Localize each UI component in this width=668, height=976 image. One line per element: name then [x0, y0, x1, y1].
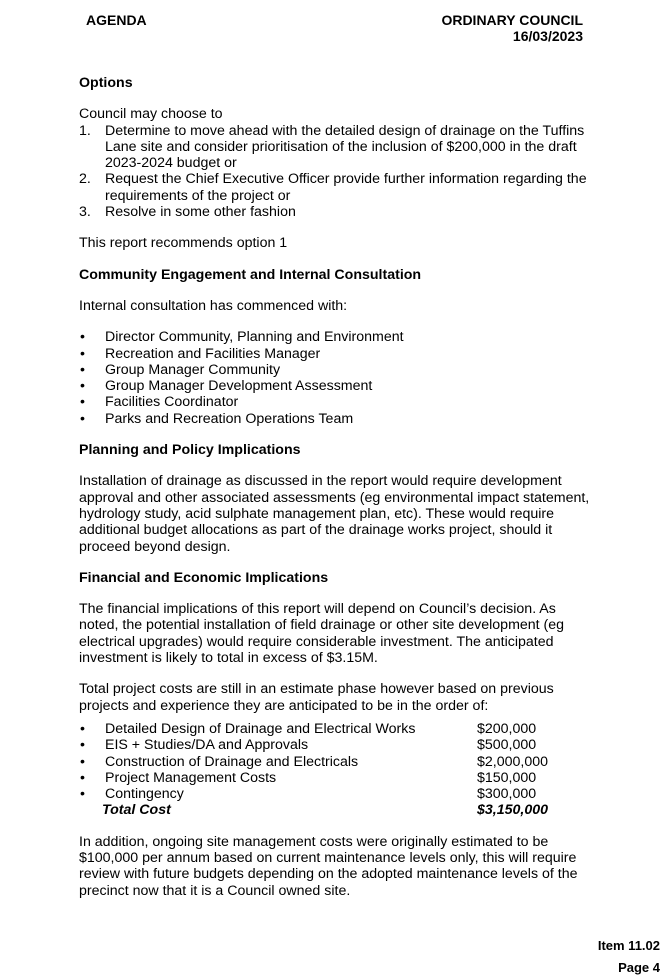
engagement-heading: Community Engagement and Internal Consultation	[79, 266, 422, 283]
cost-list	[79, 721, 594, 802]
options-heading: Options	[79, 75, 133, 91]
cost-amount: $2,000,000	[477, 753, 549, 770]
financial-para-1: The financial implications of this report will depend on Council’s decision. As noted, the potential installation of field drainage or other site development (eg electrical upgrades) would require considerable investment. The anticipated investment is likely to total in excess of $3.15M.	[79, 601, 565, 667]
list-item	[79, 378, 594, 394]
header-meeting	[441, 12, 583, 44]
bullet-icon: •	[80, 361, 85, 378]
bullet-icon: •	[80, 329, 85, 346]
list-item-text: Facilities Coordinator	[105, 394, 239, 411]
cost-row	[79, 737, 594, 753]
bullet-icon: •	[80, 786, 85, 803]
total-cost-amount: $3,150,000	[477, 802, 549, 819]
options-recommendation: This report recommends option 1	[79, 235, 288, 252]
list-item-text: Recreation and Facilities Manager	[105, 345, 321, 362]
planning-heading: Planning and Policy Implications	[79, 442, 301, 459]
total-cost-row	[79, 802, 594, 818]
cost-amount: $500,000	[477, 737, 537, 754]
engagement-intro: Internal consultation has commenced with:	[79, 297, 348, 314]
financial-para-3: In addition, ongoing site management costs were originally estimated to be $100,000 per annum based on current maintenance levels only, this will require review with future budgets depending on the adopted maintenance levels of the precinct now that it is a Council owned site.	[79, 833, 578, 899]
financial-heading: Financial and Economic Implications	[79, 569, 329, 586]
list-item	[79, 346, 594, 362]
cost-row	[79, 754, 594, 770]
list-item	[79, 394, 594, 410]
bullet-icon: •	[80, 737, 85, 754]
option-item	[79, 204, 594, 220]
list-item	[79, 329, 594, 345]
cost-amount: $200,000	[477, 720, 537, 737]
option-item	[79, 123, 594, 172]
list-item	[79, 362, 594, 378]
options-intro: Council may choose to	[79, 106, 223, 123]
bullet-icon: •	[80, 410, 85, 427]
cost-row	[79, 770, 594, 786]
list-item-text: Director Community, Planning and Environment	[105, 329, 404, 346]
bullet-icon: •	[80, 394, 85, 411]
bullet-icon: •	[80, 378, 85, 395]
header-agenda: AGENDA	[86, 12, 147, 28]
bullet-icon: •	[80, 720, 85, 737]
total-cost-label: Total Cost	[102, 802, 171, 819]
footer-item-number: Item 11.02	[597, 938, 660, 953]
option-number: 2.	[79, 171, 91, 188]
planning-body: Installation of drainage as discussed in the report would require development approval and other associated assessments (eg environmental impact statement, hydrology study, acid sulphate management plan, etc). These would require additional budget allocations as part of the drainage works project, should it proceed beyond design.	[79, 473, 590, 555]
option-text: Resolve in some other fashion	[105, 204, 296, 221]
cost-label: Detailed Design of Drainage and Electrical Works	[105, 720, 416, 737]
bullet-icon: •	[80, 345, 85, 362]
cost-amount: $300,000	[477, 786, 537, 803]
option-text: Determine to move ahead with the detailed design of drainage on the Tuffins Lane site and consider prioritisation of the inclusion of $200,000 in the draft 2023-2024 budget or	[105, 122, 585, 172]
header-meeting-date: 16/03/2023	[512, 28, 583, 44]
footer-page-number: Page 4	[618, 960, 660, 975]
financial-para-2: Total project costs are still in an estimate phase however based on previous projects and experience they are anticipated to be in the order of:	[79, 681, 554, 714]
options-list	[79, 123, 594, 221]
cost-label: Contingency	[105, 786, 184, 803]
option-number: 1.	[79, 122, 91, 139]
list-item-text: Parks and Recreation Operations Team	[105, 410, 354, 427]
cost-label: Project Management Costs	[105, 769, 277, 786]
cost-label: Construction of Drainage and Electricals	[105, 753, 359, 770]
option-item	[79, 171, 594, 204]
cost-amount: $150,000	[477, 769, 537, 786]
list-item-text: Group Manager Development Assessment	[105, 378, 373, 395]
list-item	[79, 411, 594, 427]
cost-row	[79, 721, 594, 737]
document-body	[79, 75, 594, 899]
consultation-list	[79, 329, 594, 427]
header-meeting-title: ORDINARY COUNCIL	[441, 12, 583, 28]
option-text: Request the Chief Executive Officer provide further information regarding the requirements of the project or	[105, 171, 587, 204]
bullet-icon: •	[80, 769, 85, 786]
option-number: 3.	[79, 204, 91, 221]
cost-label: EIS + Studies/DA and Approvals	[105, 737, 309, 754]
list-item-text: Group Manager Community	[105, 361, 281, 378]
cost-row	[79, 786, 594, 802]
bullet-icon: •	[80, 753, 85, 770]
